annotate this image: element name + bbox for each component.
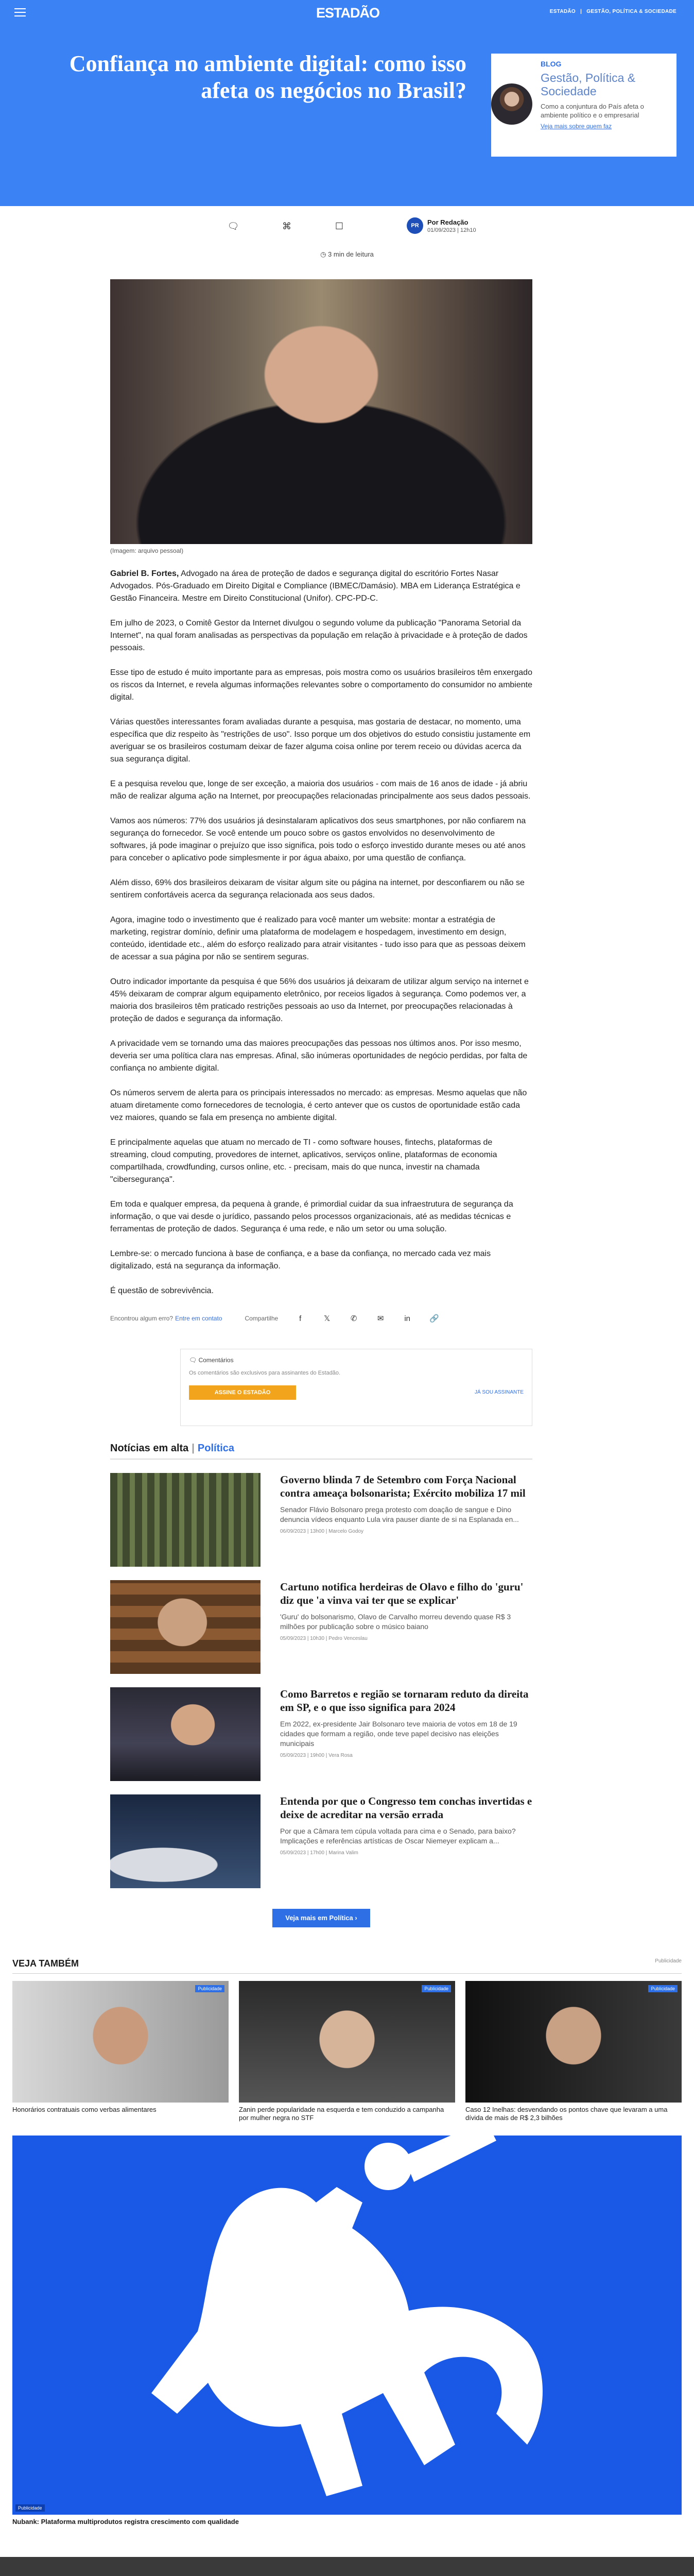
email-icon[interactable]: ✉ xyxy=(377,1314,384,1323)
see-also-title: VEJA TAMBÉM xyxy=(12,1958,79,1969)
chevron-right-icon: › xyxy=(355,1914,357,1922)
article-paragraph: E principalmente aquelas que atuam no mercado de TI - como software houses, fintechs, plataformas de streaming, cloud computing, provedores de internet, aplicativos, serviços online, plataformas de economia compartilhada, crowdfunding, cursos online, etc. - precisam, mais do que nunca, investir na chamada "cibersegurança". xyxy=(110,1138,497,1184)
comments-note: Os comentários são exclusivos para assinantes do Estadão. xyxy=(189,1370,341,1376)
contact-link[interactable]: Entre em contato xyxy=(175,1315,222,1322)
news-item[interactable] xyxy=(110,1580,532,1674)
article-body xyxy=(110,568,532,1297)
news-thumb-military-parade[interactable] xyxy=(110,1473,261,1567)
facebook-icon[interactable]: f xyxy=(299,1314,302,1323)
twitter-icon[interactable]: 𝕏 xyxy=(324,1314,331,1323)
article-paragraph: Várias questões interessantes foram avaliadas durante a pesquisa, mas gostaria de destacar, no momento, uma específica que diz respeito às "restrições de uso". Isso porque um dos objetivos do estudo consistiu justamente em averiguar se os brasileiros costumam deixar de fazer alguma coisa online por terem receio ou dúvidas acerca da sua segurança digital. xyxy=(110,718,531,764)
blog-name[interactable]: Gestão, Política & Sociedade xyxy=(541,71,636,98)
hero-header xyxy=(0,0,694,206)
news-title[interactable]: Cartuno notifica herdeiras de Olavo e filho do 'guru' diz que 'a vinva vai ter que se explicar' xyxy=(280,1581,524,1606)
news-category[interactable]: Política xyxy=(197,1443,235,1454)
see-also-grid xyxy=(12,1981,682,2122)
news-meta: 05/09/2023 | 17h00 | Marina Valim xyxy=(280,1850,358,1856)
trending-news xyxy=(110,1443,532,1927)
lead-photo xyxy=(110,279,532,544)
sponsored-banner-caption[interactable]: Nubank: Plataforma multiprodutos registra crescimento com qualidade xyxy=(12,2518,239,2526)
news-summary: Em 2022, ex-presidente Jair Bolsonaro teve maioria de votos em 18 de 19 cidades que formam a região, onde teve papel decisivo nas eleições municipais xyxy=(280,1720,517,1748)
author-name[interactable]: Por Redação xyxy=(427,218,469,226)
article-paragraph: Agora, imagine todo o investimento que é realizado para você manter um website: montar a estratégia de marketing, registrar domínio, definir uma plataforma de modelagem e hospedagem, investimento em design, conteúdo, identidade etc., além do esforço realizado para atrair visitantes - tudo isso para que as pessoas deixem de acessar a sua página por não se sentirem seguras. xyxy=(110,916,526,961)
top-nav-brand[interactable]: ESTADÃO xyxy=(549,9,576,14)
menu-icon[interactable] xyxy=(14,8,26,16)
sponsored-caption[interactable]: Zanin perde popularidade na esquerda e tem conduzido a campanha por mulher negra no STF xyxy=(239,2106,444,2122)
whatsapp-icon[interactable]: ✆ xyxy=(350,1314,357,1323)
sponsored-tag: Publicidade xyxy=(15,2504,45,2512)
article-paragraph: E a pesquisa revelou que, longe de ser exceção, a maioria dos usuários - com mais de 16 anos de idade - já abriu mão de realizar alguma ação na Internet, por preocupações relacionadas principalmente aos seus dados pessoais. xyxy=(110,779,531,801)
sponsored-card[interactable] xyxy=(465,1981,682,2122)
article xyxy=(110,279,532,1927)
publish-date: 01/09/2023 | 12h10 xyxy=(427,227,476,233)
author-avatar: PR xyxy=(407,217,423,234)
article-actions xyxy=(0,206,694,247)
news-item[interactable] xyxy=(110,1687,532,1781)
more-politics-button[interactable]: Veja mais em Política › xyxy=(272,1909,370,1927)
comments-box xyxy=(180,1349,532,1426)
sponsored-card[interactable] xyxy=(12,1981,229,2122)
sponsored-thumb[interactable] xyxy=(12,1981,229,2103)
photo-caption: (Imagem: arquivo pessoal) xyxy=(110,547,184,554)
news-meta: 05/09/2023 | 19h00 | Vera Rosa xyxy=(280,1753,353,1758)
top-nav xyxy=(547,9,676,14)
sponsored-caption[interactable]: Caso 12 Inelhas: desvendando os pontos chave que levaram a uma dívida de mais de R$ 2,3 bilhões xyxy=(465,2106,668,2122)
sponsored-card[interactable] xyxy=(239,1981,455,2122)
sponsored-banner[interactable] xyxy=(12,2136,682,2515)
copy-link-icon[interactable]: 🔗 xyxy=(429,1314,439,1323)
ad-label: Publicidade xyxy=(655,1958,682,1964)
news-item[interactable] xyxy=(110,1794,532,1888)
news-title[interactable]: Governo blinda 7 de Setembro com Força Nacional contra ameaça bolsonarista; Exército mobiliza 17 mil xyxy=(280,1473,526,1499)
already-subscriber-link[interactable]: JÁ SOU ASSINANTE xyxy=(474,1389,524,1395)
sponsored-tag: Publicidade xyxy=(648,1985,678,1992)
site-footer xyxy=(0,2557,694,2576)
article-paragraph: Em toda e qualquer empresa, da pequena à grande, é primordial cuidar da sua infraestrutura de segurança da informação, o que vai desde o jurídico, passando pelos processos organizacionais, até as medidas técnicas e ferramentas de proteção de dados. Segurança é uma rede, e não um setor ou uma solução. xyxy=(110,1200,513,1233)
comments-title: 🗨 Comentários xyxy=(189,1357,234,1364)
blog-kicker: BLOG xyxy=(541,60,562,68)
news-title[interactable]: Entenda por que o Congresso tem conchas invertidas e deixe de acreditar na versão errada xyxy=(280,1795,532,1821)
author-intro: Gabriel B. Fortes, xyxy=(110,569,179,578)
article-paragraph: Além disso, 69% dos brasileiros deixaram de visitar algum site ou página na internet, por desconfiarem ou não se sentirem confortáveis acerca da segurança relacionada aos seus dados. xyxy=(110,878,525,900)
article-paragraph: Vamos aos números: 77% dos usuários já desinstalaram aplicativos dos seus smartphones, por não confiarem na segurança do fornecedor. Se você entende um pouco sobre os gastos envolvidos no desenvolvimento de softwares, já pode imaginar o prejuízo que isso significa, pois todo o esforço investido durante meses ou até anos para conceber o aplicativo pode simplesmente ir por água abaixo, por uma questão de confiança. xyxy=(110,817,526,862)
top-nav-sep: | xyxy=(580,9,582,14)
share-row xyxy=(110,1311,532,1326)
error-question: Encontrou algum erro? xyxy=(110,1315,173,1322)
news-meta: 06/09/2023 | 13h00 | Marcelo Godoy xyxy=(280,1529,363,1534)
news-heading: Notícias em alta | Política xyxy=(110,1443,532,1460)
news-thumb-bookshelf[interactable] xyxy=(110,1580,261,1674)
subscribe-button[interactable]: ASSINE O ESTADÃO xyxy=(189,1385,296,1400)
article-paragraph: A privacidade vem se tornando uma das maiores preocupações das pessoas nos últimos anos. Por isso mesmo, deveria ser uma política clara nas empresas. Afinal, são inúmeras oportunidades de negócio perdidas, por falta de confiança no ambiente digital. xyxy=(110,1039,528,1073)
top-bar xyxy=(0,0,694,26)
article-paragraph: Lembre-se: o mercado funciona à base de confiança, e a base da confiança, no mercado cada vez mais digitalizado, está na segurança da informação. xyxy=(110,1249,491,1270)
estadao-logo[interactable]: ESTADÃO xyxy=(316,5,380,21)
byline xyxy=(407,217,476,234)
news-meta: 05/09/2023 | 10h30 | Pedro Venceslau xyxy=(280,1636,368,1641)
sponsored-thumb[interactable] xyxy=(239,1981,455,2103)
sponsored-thumb[interactable] xyxy=(465,1981,682,2103)
bookmark-icon[interactable]: ☐ xyxy=(335,221,344,231)
share-icon[interactable]: ⌘ xyxy=(282,221,291,231)
article-paragraph: Outro indicador importante da pesquisa é que 56% dos usuários já deixaram de utilizar algum serviço na internet e 45% deixaram de comprar algum equipamento eletrônico, por receios ligados à segurança. Como podemos ver, a maioria dos brasileiros têm praticado restrições pessoais ao uso da Internet, por preocupações relacionadas à proteção de dados e segurança da informação. xyxy=(110,977,529,1023)
news-summary: 'Guru' do bolsonarismo, Olavo de Carvalho morreu devendo quase R$ 3 milhões por publicação sobre o músico baiano xyxy=(280,1613,511,1631)
article-paragraph: É questão de sobrevivência. xyxy=(110,1286,214,1295)
news-item[interactable] xyxy=(110,1473,532,1567)
sponsored-tag: Publicidade xyxy=(195,1985,224,1992)
blog-about-link[interactable]: Veja mais sobre quem faz xyxy=(541,123,612,130)
sponsored-tag: Publicidade xyxy=(422,1985,451,1992)
comment-icon[interactable]: 🗨 xyxy=(227,221,239,231)
blog-description: Como a conjuntura do País afeta o ambiente político e o empresarial xyxy=(541,103,644,119)
linkedin-icon[interactable]: in xyxy=(404,1314,411,1323)
comment-bubble-icon: 🗨 xyxy=(189,1357,197,1364)
see-also-header xyxy=(12,1958,682,1974)
article-title: Confiança no ambiente digital: como isso afeta os negócios no Brasil? xyxy=(69,51,466,103)
top-nav-section[interactable]: GESTÃO, POLÍTICA & SOCIEDADE xyxy=(586,9,676,14)
clock-icon: ◷ xyxy=(320,250,326,258)
share-label: Compartilhe xyxy=(245,1315,279,1322)
news-summary: Por que a Câmara tem cúpula voltada para cima e o Senado, para baixo? Implicações e referências artísticas de Oscar Niemeyer explicam a... xyxy=(280,1827,516,1845)
article-paragraph: Gabriel B. Fortes, Advogado na área de proteção de dados e segurança digital do escritório Fortes Nasar Advogados. Pós-Graduado em Direito Digital e Compliance (IBMEC/Damásio). MBA em Liderança Estratégica e Gestão Financeira. Mestre em Direito Constitucional (Unifor). CPC-PD-C. xyxy=(110,569,520,603)
article-paragraph: Esse tipo de estudo é muito importante para as empresas, pois mostra como os usuários brasileiros têm enxergado os riscos da Internet, e revela algumas informações relevantes sobre o comportamento do consumidor no ambiente digital. xyxy=(110,668,532,702)
news-title[interactable]: Como Barretos e região se tornaram reduto da direita em SP, e o que isso significa para 2024 xyxy=(280,1688,529,1714)
read-time-label: 3 min de leitura xyxy=(328,250,374,258)
news-summary: Senador Flávio Bolsonaro prega protesto com doação de sangue e Dino denuncia vídeos enquanto Lula vira pauser diante de si na Esplanada en... xyxy=(280,1505,519,1523)
sponsored-caption[interactable]: Honorários contratuais como verbas alimentares xyxy=(12,2106,157,2113)
read-time xyxy=(0,250,694,259)
blog-card xyxy=(491,54,676,157)
news-thumb-congress[interactable] xyxy=(110,1794,261,1888)
horseman-logo-icon xyxy=(95,2136,599,2515)
blog-avatar xyxy=(491,83,532,125)
news-thumb-rally[interactable] xyxy=(110,1687,261,1781)
article-paragraph: Em julho de 2023, o Comitê Gestor da Internet divulgou o segundo volume da publicação "Panorama Setorial da Internet", na qual foram analisadas as perspectivas da população em relação à privacidade e à proteção de dados pessoais. xyxy=(110,619,528,652)
see-also xyxy=(12,1958,682,2526)
article-paragraph: Os números servem de alerta para os principais interessados no mercado: as empresas. Mesmo aquelas que não atuam diretamente como fornecedores de tecnologia, é certo antever que os custos de oportunidade estão cada vez maiores, quando se fala em presença no ambiente digital. xyxy=(110,1089,527,1122)
